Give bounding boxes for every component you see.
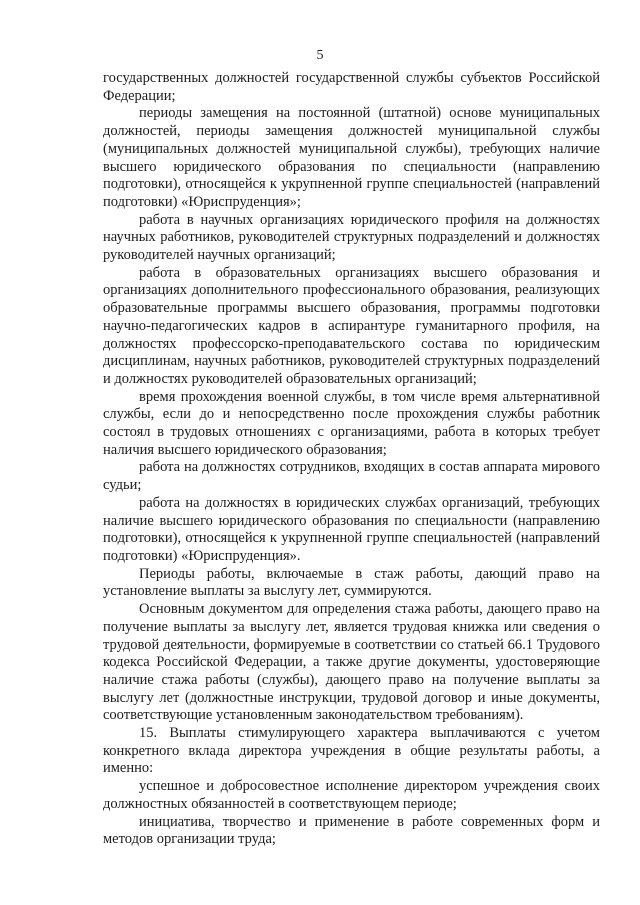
paragraph-scientific-organizations: работа в научных организациях юридического профиля на должностях научных работников, руководителей структурных подразделений и должностях руководителей научных организаций;: [103, 211, 600, 264]
paragraph-municipal-positions: периоды замещения на постоянной (штатной) основе муниципальных должностей, периоды замещения должностей муниципальной службы (муниципальных должностей муниципальной службы), требующих наличие высшего юридического образования по специальности (направлению подготовки), относящейся к укрупненной группе специальностей (направлений подготовки) «Юриспруденция»;: [103, 105, 600, 210]
paragraph-educational-organizations: работа в образовательных организациях высшего образования и организациях дополнительного профессионального образования, реализующих образовательные программы высшего образования, программы подготовки научно-педагогических кадров в аспирантуре гуманитарного профиля, на должностях профессорско-преподавательского состава по юридическим дисциплинам, научных работников, руководителей структурных подразделений и должностях руководителей образовательных организаций;: [103, 264, 600, 387]
paragraph-initiative: инициатива, творчество и применение в работе современных форм и методов организации труда;: [103, 813, 600, 848]
document-body: [103, 70, 600, 849]
paragraph-magistrate-staff: работа на должностях сотрудников, входящих в состав аппарата мирового судьи;: [103, 459, 600, 494]
paragraph-periods-summed: Периоды работы, включаемые в стаж работы, дающий право на установление выплаты за выслугу лет, суммируются.: [103, 565, 600, 600]
paragraph-continuation: государственных должностей государственной службы субъектов Российской Федерации;: [103, 70, 600, 104]
paragraph-military-service: время прохождения военной службы, в том числе время альтернативной службы, если до и непосредственно после прохождения службы работник состоял в трудовых отношениях с организациями, работа в которых требует наличия высшего юридического образования;: [103, 388, 600, 458]
page-number: 5: [316, 48, 324, 63]
paragraph-duties-performance: успешное и добросовестное исполнение директором учреждения своих должностных обязанностей в соответствующем периоде;: [103, 778, 600, 812]
paragraph-legal-services: работа на должностях в юридических службах организаций, требующих наличие высшего юридического образования по специальности (направлению подготовки), относящейся к укрупненной группе специальностей (направлений подготовки) «Юриспруденция».: [103, 494, 600, 564]
paragraph-main-document: Основным документом для определения стажа работы, дающего право на получение выплаты за выслугу лет, является трудовая книжка или сведения о трудовой деятельности, формируемые в соответствии со статьей 66.1 Трудового кодекса Российской Федерации, а также другие документы, удостоверяющие наличие стажа работы (службы), дающего право на получение выплаты за выслугу лет (должностные инструкции, трудовой договор и иные документы, соответствующие установленным законодательством требованиям).: [103, 601, 600, 724]
paragraph-clause-15: 15. Выплаты стимулирующего характера выплачиваются с учетом конкретного вклада директора учреждения в общие результаты работы, а именно:: [103, 725, 600, 777]
